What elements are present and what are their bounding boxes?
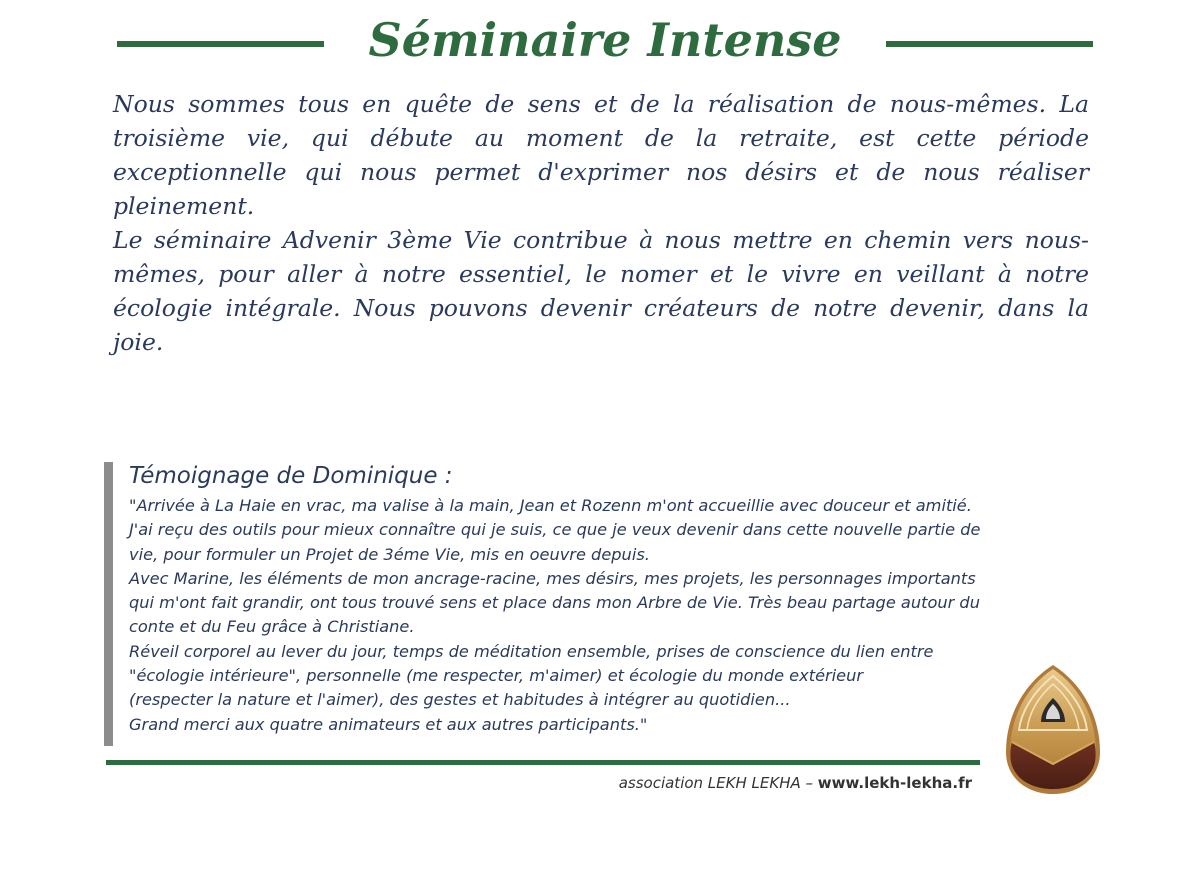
footer-website-link[interactable]: www.lekh-lekha.fr	[817, 774, 972, 792]
testimony-line: Grand merci aux quatre animateurs et aux autres participants."	[129, 714, 648, 734]
intro-paragraph-1: Nous sommes tous en quête de sens et de la réalisation de nous-mêmes. La troisième vie, qui débute au moment de la retraite, est cette période exceptionnelle qui nous permet d'exprimer nos désirs et de nous réaliser pleinement.	[113, 90, 1089, 220]
testimony-block	[129, 460, 1029, 737]
quote-bar	[104, 462, 113, 746]
bottom-rule	[106, 760, 980, 765]
testimony-line: "écologie intérieure", personnelle (me respecter, m'aimer) et écologie du monde extérieur	[129, 666, 864, 686]
testimony-line: conte et du Feu grâce à Christiane.	[129, 617, 415, 637]
testimony-line: "Arrivée à La Haie en vrac, ma valise à la main, Jean et Rozenn m'ont accueillie avec douceur et amitié.	[129, 496, 972, 515]
footer-organization: association LEKH LEKHA –	[618, 774, 818, 792]
arch-seed-logo-icon	[1003, 662, 1103, 796]
testimony-line: qui m'ont fait grandir, ont tous trouvé sens et place dans mon Arbre de Vie. Très beau partage autour du	[129, 593, 980, 613]
title-rule-left	[117, 41, 324, 47]
testimony-line: vie, pour formuler un Projet de 3éme Vie, mis en oeuvre depuis.	[129, 544, 650, 564]
testimony-line: Avec Marine, les éléments de mon ancrage-racine, mes désirs, mes projets, les personnages importants	[129, 568, 976, 588]
intro-paragraph-2: Le séminaire Advenir 3ème Vie contribue à nous mettre en chemin vers nous-mêmes, pour aller à notre essentiel, le nomer et le vivre en veillant à notre écologie intégrale. Nous pouvons devenir créateurs de notre devenir, dans la joie.	[113, 226, 1089, 356]
page-title: Séminaire Intense	[368, 13, 842, 67]
footer	[619, 771, 972, 795]
testimony-line: Réveil corporel au lever du jour, temps de méditation ensemble, prises de conscience du lien entre	[129, 641, 934, 661]
testimony-line: (respecter la nature et l'aimer), des gestes et habitudes à intégrer au quotidien...	[129, 690, 791, 710]
title-rule-right	[886, 41, 1093, 47]
testimony-line: J'ai reçu des outils pour mieux connaître qui je suis, ce que je veux devenir dans cette nouvelle partie de	[129, 520, 981, 540]
testimony-title: Témoignage de Dominique :	[129, 463, 453, 489]
